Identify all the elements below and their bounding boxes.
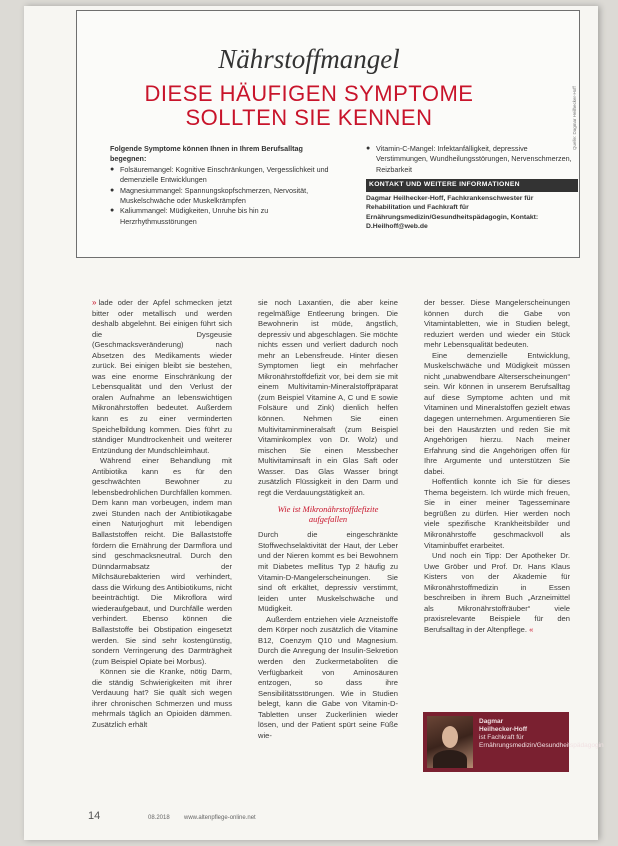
- contact-text: Dagmar Heilhecker-Hoff, Fachkrankenschwester für Rehabilitation und Fachkraft für Ernährungsmedizin/Gesundheitspädagogin, Kontakt: D.Heilhoff@web.de: [366, 194, 539, 231]
- site-url: www.altenpflege-online.net: [184, 815, 256, 821]
- author-text: [479, 718, 604, 750]
- continuation-marker: »: [92, 298, 97, 307]
- article-column-3: [424, 298, 570, 636]
- paragraph: [424, 551, 570, 635]
- article-column-1: [92, 298, 232, 730]
- symptom-item: ● Folsäuremangel: Kognitive Einschränkungen, Vergesslichkeit und demenzielle Entwicklungen: [110, 165, 332, 186]
- author-photo: [427, 716, 473, 768]
- headline-line-1: DIESE HÄUFIGEN SYMPTOME: [144, 81, 474, 106]
- paragraph: Hoffentlich konnte ich Sie für dieses Thema begeistern. Ich würde mich freuen, Sie in einer meiner Tagesseminare begrüßen zu dürfen. Hier werden noch viele spezifische Krankheitsbilder und Mikronährstoffe geschmackvoll als Vitaminbuffet erarbeitet.: [424, 477, 570, 550]
- author-name-line-1: Dagmar: [479, 718, 504, 725]
- author-name-line-2: Heilhecker-Hoff: [479, 726, 528, 733]
- headline: [0, 82, 618, 130]
- paragraph: Können sie die Kranke, nötig Darm, die ständig Schwierigkeiten mit ihrer Verdauung hat? Sie quält sich wegen ihrer chronischen Schmerzen und muss mehrmals täglich an Opioiden dämmen. Zusätzlich erhält: [92, 667, 232, 729]
- symptom-item: ● Magnesiummangel: Spannungskopfschmerzen, Nervosität, Muskelschwäche oder Muskelkrämpfen: [110, 186, 332, 207]
- paragraph-text: lade oder der Apfel schmecken jetzt bitter oder metallisch und werden deshalb abgelehnt. Bei einigen führt sich die Dysgeusie (Geschmacksveränderung) nach Absetzen des Medikaments wieder zurück. Bei einigen bleibt sie bestehen, was eine enorme Einschränkung der Lebensqualität und den Verlust der oralen Aufnahme an lebenswichtigen Mikronährstoffen bedeutet. Außerdem kann es zu einer verminderten Speichelbildung kommen. Dies führt zu ständiger Mundtrockenheit und weiterer Entzündung der Mundschleimhaut.: [92, 298, 232, 455]
- box-intro: Folgende Symptome können Ihnen in Ihrem Berufsalltag begegnen:: [110, 144, 303, 164]
- paragraph: Außerdem entziehen viele Arzneistoffe dem Körper noch zusätzlich die Vitamine B12, Coenzym Q10 und Magnesium. Durch die Anregung der Insulin-Sekretion werden den Zuckermetaboliten die Verfügbarkeit von Aminosäuren entzogen, so dass ihre Sensibilitätsstörungen. Wie in Studien belegt, kann die Gabe von Vitamin-D-Tabletten unser Zuckerlinien wieder lösen, und der Patient spürt seine Füße wie-: [258, 614, 398, 740]
- author-bio: ist Fachkraft für Ernährungsmedizin/Gesundheitspädagogin: [479, 734, 604, 749]
- article-column-2: [258, 298, 398, 741]
- paragraph: sie noch Laxantien, die aber keine regelmäßige Entleerung bringen. Die Bewohnerin ist müde, ängstlich, depressiv und abgeschlagen. Sie möchte nichts essen und verliert dadurch noch mehr an Lebensfreude. Hinter diesen Symptomen liegt ein mehrfacher Mikronährstoffdefizit vor, bei dem sie mit einem Multivitamin-Mineralstoffpräparat (zum Beispiel Vitamine A, C und E sowie Folsäure und Zink) dienlich helfen können. Nehmen Sie einen Multivitaminmineralsaft (zum Beispiel Vitaminkomplex von Dr. Wolz) und mischen Sie einen Messbecher Multivitaminsaft in ein Glas Saft oder Wasser. Das Glas Wasser bringt zusätzlich Flüssigkeit in den Darm und regt die Verdauungstätigkeit an.: [258, 298, 398, 497]
- symptom-list-left: [110, 144, 332, 227]
- symptom-list-right: [366, 144, 578, 232]
- headline-line-2: SOLLTEN SIE KENNEN: [185, 105, 433, 130]
- author-box: [423, 712, 604, 772]
- paragraph-text: Und noch ein Tipp: Der Apotheker Dr. Uwe Gröber und Prof. Dr. Hans Klaus Kisters von der Akademie für Mikronährstoffmedizin in Essen beschreiben in ihrem Buch „Arzneimittel als Mikronährstoffräuber“ viele praxisrelevante Beispiele für den Berufsalltag in der Altenpflege.: [424, 551, 570, 634]
- author-face: [442, 726, 458, 748]
- author-shoulders: [433, 750, 467, 768]
- issue-label: 08.2018: [148, 815, 170, 821]
- paragraph: Eine demenzielle Entwicklung, Muskelschwäche und Müdigkeit müssen nicht „unabwendbare Alterserscheinungen“ sein. Wir können in unserem Berufsalltag auf diese Symptome achten und mit Vitaminen und Mineralstoffen gezielt etwas dagegen unternehmen. Argumentieren Sie bei den Hausärzten und reden Sie mit Angehörigen hierzu. Nach meiner Erfahrung sind die Angehörigen offen für Ihre Argumente und unterstützen Sie dabei.: [424, 350, 570, 476]
- subheading: Wie ist Mikronährstoffdefizite aufgefallen: [277, 504, 379, 525]
- kicker-title: Nährstoffmangel: [218, 44, 400, 74]
- paragraph: Während einer Behandlung mit Antibiotika kann es für den geschwächten Bewohner zu lebensbedrohlichen Durchfällen kommen. Dem kann man vorbeugen, indem man zwei Stunden nach der Antibiotikagabe einen Naturjoghurt mit lebendigen Ballaststoffen reicht. Die Ballaststoffe fördern die Ernährung der Darmflora und sind geschmacksneutral. Durch den Dünndarmabsatz der Milchsäurebakterien wird verhindert, dass die Wirkung des Antibiotikums, nicht beeinträchtigt. Die Mikroflora wird wiederaufgebaut, und Durchfälle werden verhindert. Ebenso können die Ballaststoffe bei Obstipation eingesetzt werden. Sie sind sehr kostengünstig, sondern Verringerung des Darmträgheit (zum Beispiel Opiate bei Morbus).: [92, 456, 232, 666]
- page-number: 14: [88, 810, 101, 822]
- end-marker: «: [529, 624, 534, 634]
- contact-heading: KONTAKT UND WEITERE INFORMATIONEN: [366, 179, 578, 191]
- symptom-item: ● Kaliummangel: Müdigkeiten, Unruhe bis hin zu Herzrhythmusstörungen: [110, 206, 332, 227]
- paragraph: Durch die eingeschränkte Stoffwechselaktivität der Haut, der Leber und der Nieren kommt es bei Bewohnern mit Diabetes mellitus Typ 2 häufig zu Vitamin-D-Mangelerscheinungen. Sie sind oft erkältet, depressiv verstimmt, leiden unter Muskelschwäche und Müdigkeit.: [258, 530, 398, 614]
- paragraph: [92, 298, 232, 456]
- photo-credit: Quelle: Dagmar Heilhecker-Hoff: [572, 86, 577, 150]
- symptom-item: ● Vitamin-C-Mangel: Infektanfälligkeit, depressive Verstimmungen, Wundheilungsstörungen, Nervenschmerzen, Reizbarkeit: [366, 144, 578, 175]
- paragraph: der besser. Diese Mangelerscheinungen können durch die Gabe von Vitamintabletten, wie in Studien belegt, reduziert werden und wieder ein Stück mehr Lebensqualität bedeuten.: [424, 298, 570, 350]
